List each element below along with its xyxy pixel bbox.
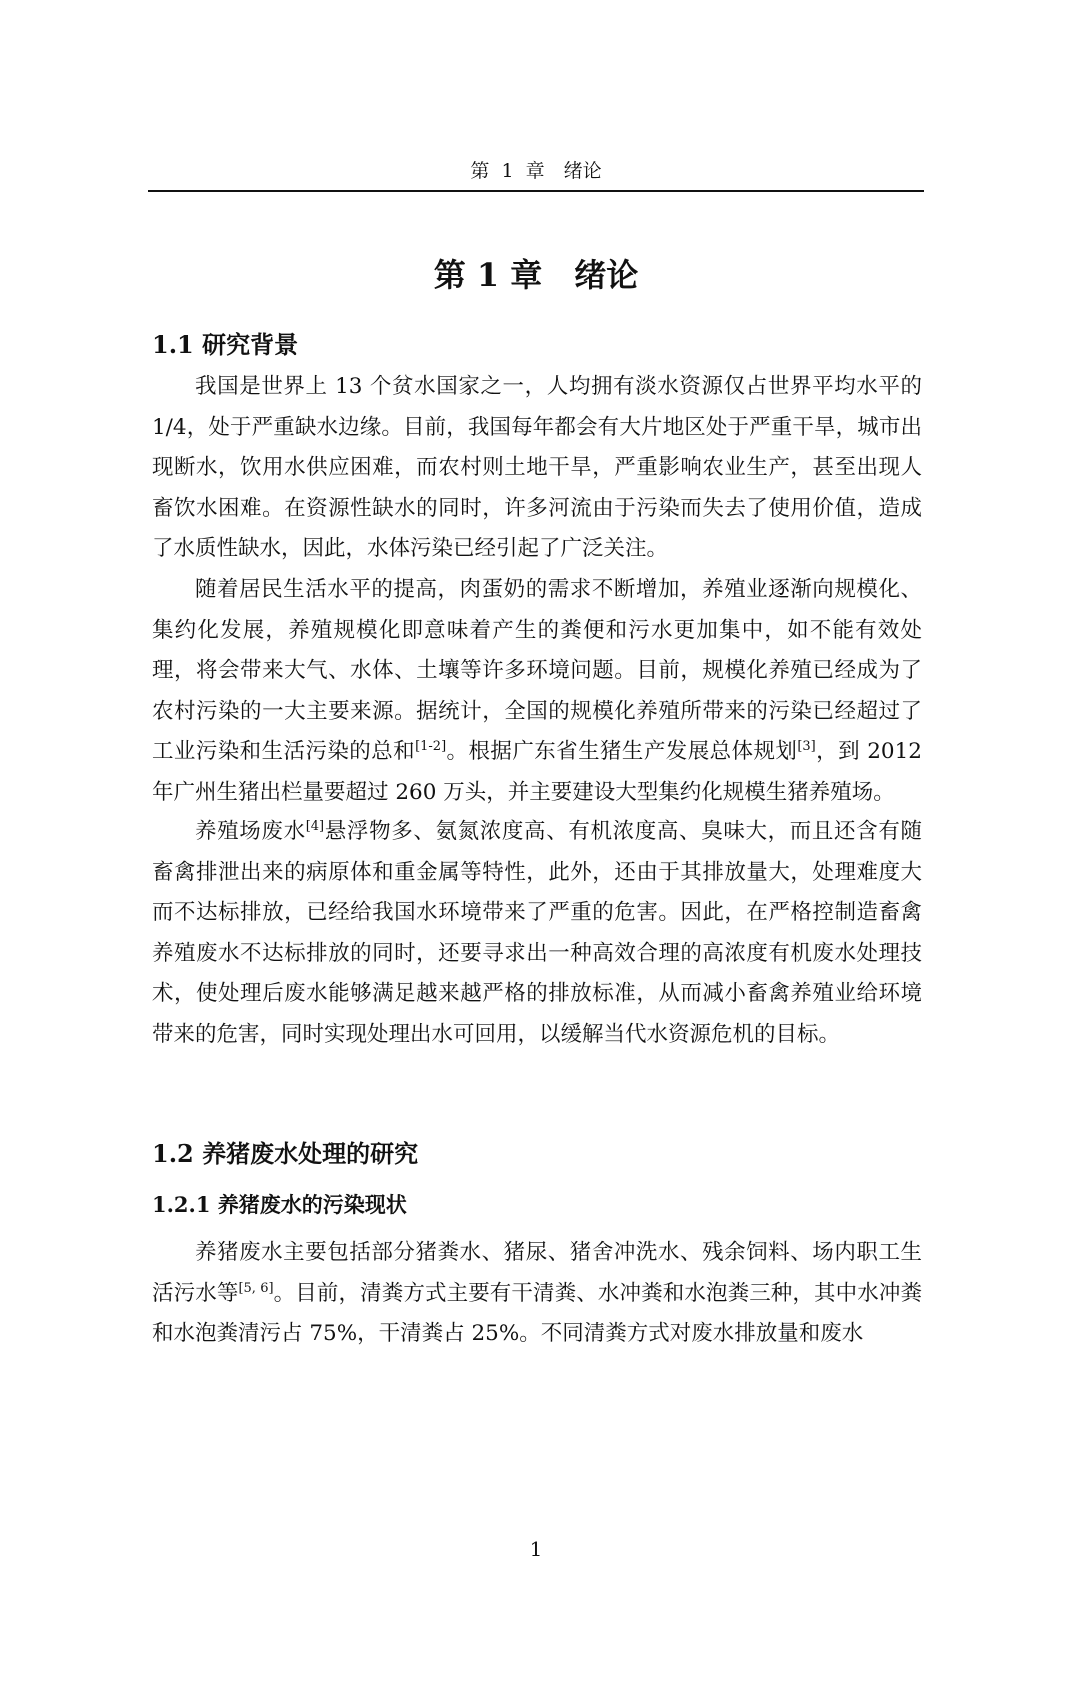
chapter-title: 第 1 章 绪论	[433, 256, 639, 294]
paragraph-1: 我国是世界上 13 个贫水国家之一，人均拥有淡水资源仅占世界平均水平的 1/4，处于严重缺水边缘。目前，我国每年都会有大片地区处于严重干旱，城市出现断水，饮用水供应困难，而农村则土地干旱，严重影响农业生产，甚至出现人畜饮水困难。在资源性缺水的同时，许多河流由于污染而失去了使用价值，造成了水质性缺水，因此，水体污染已经引起了广泛关注。	[152, 374, 922, 562]
citation-1-2: [1-2]	[415, 739, 447, 755]
paragraph-4	[152, 1233, 922, 1355]
paragraph-4-text-a: 养猪废水主要包括部分猪粪水、猪尿、猪舍冲洗水、残余饲料、场内职工生活污水等	[152, 1240, 922, 1306]
paragraph-2-text-c: ，到 2012 年广州生猪出栏量要超过 260 万头，并主要建设大型集约化规模生猪养殖场。	[152, 739, 922, 805]
citation-4: [4]	[305, 818, 325, 834]
paragraph-4-text-b: 。目前，清粪方式主要有干清粪、水冲粪和水泡粪三种，其中水冲粪和水泡粪清污占 75%，干清粪占 25%。不同清粪方式对废水排放量和废水	[152, 1280, 922, 1347]
paragraph-2-text-b: 。根据广东省生猪生产发展总体规划	[446, 739, 798, 765]
paragraph-2-text-a: 随着居民生活水平的提高，肉蛋奶的需求不断增加，养殖业逐渐向规模化、集约化发展，养殖规模化即意味着产生的粪便和污水更加集中，如不能有效处理，将会带来大气、水体、土壤等许多环境问题。目前，规模化养殖已经成为了农村污染的一大主要来源。据统计，全国的规模化养殖所带来的污染已经超过了工业污染和生活污染的总和	[152, 577, 922, 765]
page-number: 1	[529, 1537, 543, 1561]
section-heading-1-1: 1.1 研究背景	[152, 330, 299, 359]
subsection-heading-1-2-1: 1.2.1 养猪废水的污染现状	[152, 1192, 407, 1217]
citation-5-6: [5, 6]	[238, 1280, 274, 1296]
paragraph-3-text-b: 悬浮物多、氨氮浓度高、有机浓度高、臭味大，而且还含有随畜禽排泄出来的病原体和重金属等特性，此外，还由于其排放量大，处理难度大而不达标排放，已经给我国水环境带来了严重的危害。因此，在严格控制造畜禽养殖废水不达标排放的同时，还要寻求出一种高效合理的高浓度有机废水处理技术，使处理后废水能够满足越来越严格的排放标准，从而减小畜禽养殖业给环境带来的危害，同时实现处理出水可回用，以缓解当代水资源危机的目标。	[152, 819, 922, 1047]
citation-3: [3]	[797, 739, 816, 755]
paragraph-3	[152, 812, 922, 1056]
paragraph-3-text-a: 养殖场废水	[195, 819, 306, 844]
header-rule	[148, 190, 924, 192]
section-heading-1-2: 1.2 养猪废水处理的研究	[152, 1139, 419, 1168]
running-header: 第 1 章 绪论	[470, 160, 602, 182]
paragraph-2	[152, 570, 922, 814]
